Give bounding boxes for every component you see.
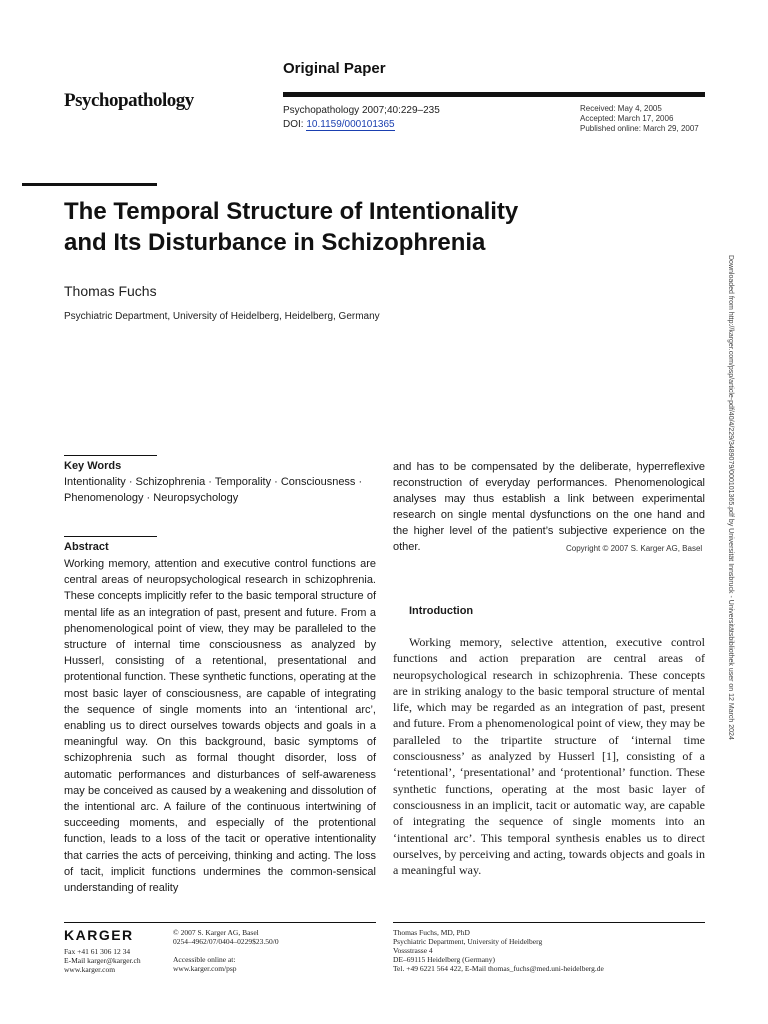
corr-name: Thomas Fuchs, MD, PhD	[393, 928, 470, 937]
corr-street: Vossstrasse 4	[393, 946, 433, 955]
keywords-rule	[64, 455, 157, 456]
access-url[interactable]: www.karger.com/psp	[173, 964, 237, 973]
publisher-fax: Fax +41 61 306 12 34	[64, 947, 131, 956]
title-rule	[22, 183, 157, 186]
header-rule	[283, 92, 705, 97]
published-date: Published online: March 29, 2007	[580, 124, 699, 133]
accepted-date: Accepted: March 17, 2006	[580, 114, 674, 123]
publisher-contact	[64, 947, 141, 974]
article-title	[64, 196, 624, 258]
karger-logo: KARGER	[64, 927, 134, 943]
citation: Psychopathology 2007;40:229–235	[283, 105, 440, 116]
footer-copyright: © 2007 S. Karger AG, Basel	[173, 928, 259, 937]
copyright-notice: Copyright © 2007 S. Karger AG, Basel	[566, 544, 703, 553]
download-note: Downloaded from http://karger.com/psp/article-pdf/40/4/229/3489079/000101365.pdf by Universität Innsbruck - Universitätsbibliothek user on 12 March 2024	[727, 255, 734, 740]
abstract-heading: Abstract	[64, 541, 109, 553]
keywords-text: Intentionality · Schizophrenia · Temporality · Consciousness · Phenomenology · Neuropsychology	[64, 476, 363, 504]
correspondence-address	[393, 928, 604, 973]
doi-link[interactable]: 10.1159/000101365	[306, 119, 395, 130]
author-name: Thomas Fuchs	[64, 283, 157, 299]
introduction-heading: Introduction	[409, 605, 474, 617]
doi-line	[283, 118, 440, 132]
accessible-label: Accessible online at:	[173, 955, 236, 964]
keywords-heading: Key Words	[64, 460, 122, 472]
publication-info	[173, 928, 279, 973]
doi-prefix: DOI:	[283, 119, 307, 130]
corr-city: DE–69115 Heidelberg (Germany)	[393, 955, 496, 964]
download-watermark	[724, 255, 734, 795]
journal-name: Psychopathology	[64, 90, 194, 111]
publisher-website[interactable]: www.karger.com	[64, 965, 116, 974]
title-line-2: and Its Disturbance in Schizophrenia	[64, 229, 486, 256]
received-date: Received: May 4, 2005	[580, 104, 662, 113]
abstract-rule	[64, 536, 157, 537]
publisher-email[interactable]: E-Mail karger@karger.ch	[64, 956, 141, 965]
author-affiliation: Psychiatric Department, University of Heidelberg, Heidelberg, Germany	[64, 311, 380, 322]
citation-block	[283, 104, 440, 132]
footer-rule-right	[393, 922, 705, 923]
abstract-continuation: and has to be compensated by the deliberate, hyperreflexive reconstruction of everyday performances. Phenomenological analyses may thus establish a link between experimental research on single mental dysfunctions on the one hand and the higher level of the patient’s subjective experience on the other.	[393, 461, 705, 554]
footer-rule-left	[64, 922, 376, 923]
abstract-text: Working memory, attention and executive control functions are central areas of neuropsychological research in schizophrenia. These concepts implicitly refer to the basic temporal structure of mental life as an integration of past, present and future. From a phenomenological point of view, they may be paralleled to the structure of internal time consciousness as analyzed by Husserl, consisting of a retentional, presentational and protentional function. These synthetic functions, operating at the most basic layer of consciousness, are capable of integrating the sequence of single moments into an ‘intentional arc’, enabling us to direct ourselves towards objects and goals in a meaningful way. On this background, basic symptoms of schizophrenia such as formal thought disorder, loss of automatic performances and disturbances of self-awareness may be conceived as caused by a weakening and dissolution of the intentional arc. A failure of the continuous intertwining of succeeding moments, and especially of the protentional function, leads to a loss of the tacit or operative intentionality that carries the acts of perceiving, thinking and acting. The loss of tacit, implicit functions undermines the common-sensical understanding of reality	[64, 558, 376, 895]
issn-code: 0254–4962/07/0404–0229$23.50/0	[173, 937, 279, 946]
title-line-1: The Temporal Structure of Intentionality	[64, 198, 519, 225]
introduction-text: Working memory, selective attention, executive control functions and action preparation are central areas of neuropsychological research in schizophrenia. These concepts are in striking analogy to the basic temporal structure of mental life, which may be regarded as an integration of past, present and future. From a phenomenological point of view, they may be paralleled to the tripartite structure of ‘internal time consciousness’ as analyzed by Husserl [1], consisting of a ‘retentional’, ‘presentational’ and ‘protentional’ function. These synthetic functions, operating at the most basic layer of consciousness in an implicit, tacit or automatic way, are capable of integrating the sequence of single moments into an ‘intentional arc’. This temporal synthesis enables us to direct ourselves, by perceiving and acting, towards objects and goals in a meaningful way.	[393, 635, 705, 878]
corr-department: Psychiatric Department, University of Heidelberg	[393, 937, 543, 946]
section-label: Original Paper	[283, 60, 386, 77]
article-dates	[580, 104, 699, 134]
corr-contact: Tel. +49 6221 564 422, E-Mail thomas_fuchs@med.uni-heidelberg.de	[393, 964, 604, 973]
